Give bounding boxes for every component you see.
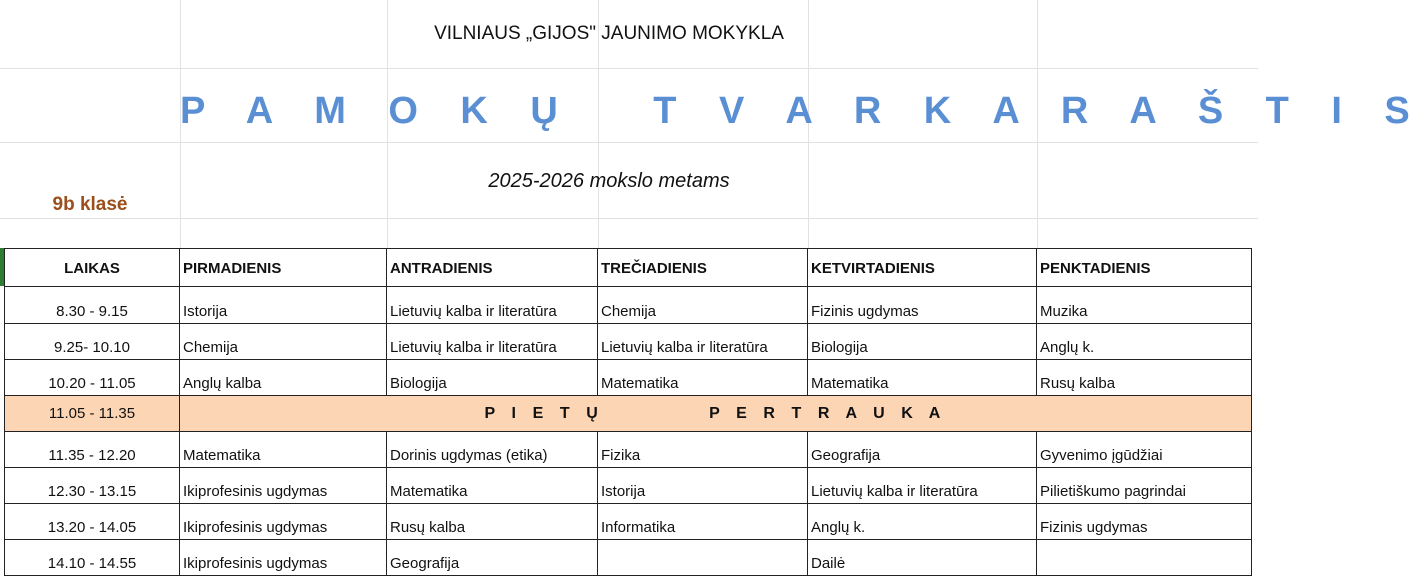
lesson-cell[interactable]: Anglų k. [808,504,1037,540]
table-row [4,504,1252,540]
table-header-row [4,249,1252,287]
time-cell[interactable]: 13.20 - 14.05 [4,504,180,540]
time-cell[interactable]: 11.35 - 12.20 [4,432,180,468]
time-cell[interactable]: 10.20 - 11.05 [4,360,180,396]
lesson-cell[interactable]: Ikiprofesinis ugdymas [180,504,387,540]
lesson-cell[interactable]: Biologija [387,360,598,396]
time-cell[interactable]: 12.30 - 13.15 [4,468,180,504]
lesson-cell[interactable]: Matematika [387,468,598,504]
lesson-cell[interactable]: Lietuvių kalba ir literatūra [808,468,1037,504]
lesson-cell[interactable]: Matematika [598,360,808,396]
schedule-table [4,248,1252,576]
lesson-cell[interactable]: Geografija [387,540,598,576]
table-row [4,432,1252,468]
time-cell[interactable]: 8.30 - 9.15 [4,287,180,324]
lesson-cell[interactable]: Lietuvių kalba ir literatūra [598,324,808,360]
lesson-cell[interactable]: Dailė [808,540,1037,576]
lesson-cell[interactable]: Pilietiškumo pagrindai [1037,468,1252,504]
time-cell[interactable]: 11.05 - 11.35 [4,396,180,432]
lesson-cell[interactable]: Gyvenimo įgūdžiai [1037,432,1252,468]
lesson-cell[interactable] [598,540,808,576]
lesson-cell[interactable]: Lietuvių kalba ir literatūra [387,324,598,360]
time-cell[interactable]: 9.25- 10.10 [4,324,180,360]
lesson-cell[interactable]: Lietuvių kalba ir literatūra [387,287,598,324]
lesson-cell[interactable]: Dorinis ugdymas (etika) [387,432,598,468]
lesson-cell[interactable]: Fizika [598,432,808,468]
lesson-cell[interactable]: Informatika [598,504,808,540]
grid-line [0,218,1258,219]
table-row [4,287,1252,324]
column-header-wednesday[interactable]: TREČIADIENIS [598,249,808,287]
lesson-cell[interactable]: Muzika [1037,287,1252,324]
column-header-time[interactable]: LAIKAS [4,249,180,287]
lesson-cell[interactable] [1037,540,1252,576]
class-label: 9b klasė [52,194,128,215]
lesson-cell[interactable]: Fizinis ugdymas [808,287,1037,324]
lesson-cell[interactable]: Geografija [808,432,1037,468]
lunch-break-label[interactable]: P I E T Ų P E R T R A U K A [180,396,1252,432]
lunch-break-row [4,396,1252,432]
column-header-tuesday[interactable]: ANTRADIENIS [387,249,598,287]
time-cell[interactable]: 14.10 - 14.55 [4,540,180,576]
lesson-cell[interactable]: Istorija [598,468,808,504]
school-name: VILNIAUS „GIJOS" JAUNIMO MOKYKLA [434,23,784,44]
lesson-cell[interactable]: Anglų kalba [180,360,387,396]
lesson-cell[interactable]: Rusų kalba [387,504,598,540]
lesson-cell[interactable]: Chemija [598,287,808,324]
column-header-thursday[interactable]: KETVIRTADIENIS [808,249,1037,287]
lesson-cell[interactable]: Rusų kalba [1037,360,1252,396]
table-row [4,324,1252,360]
school-year: 2025-2026 mokslo metams [488,170,730,192]
column-header-monday[interactable]: PIRMADIENIS [180,249,387,287]
grid-line [0,142,1258,143]
table-row [4,360,1252,396]
lesson-cell[interactable]: Biologija [808,324,1037,360]
column-header-friday[interactable]: PENKTADIENIS [1037,249,1252,287]
lesson-cell[interactable]: Matematika [180,432,387,468]
lesson-cell[interactable]: Ikiprofesinis ugdymas [180,540,387,576]
lesson-cell[interactable]: Fizinis ugdymas [1037,504,1252,540]
lesson-cell[interactable]: Anglų k. [1037,324,1252,360]
table-row [4,540,1252,576]
grid-line [0,68,1258,69]
lesson-cell[interactable]: Ikiprofesinis ugdymas [180,468,387,504]
lesson-cell[interactable]: Matematika [808,360,1037,396]
lesson-cell[interactable]: Chemija [180,324,387,360]
table-row [4,468,1252,504]
lesson-cell[interactable]: Istorija [180,287,387,324]
page-title: P A M O K Ų T V A R K A R A Š T I S [180,90,1426,132]
